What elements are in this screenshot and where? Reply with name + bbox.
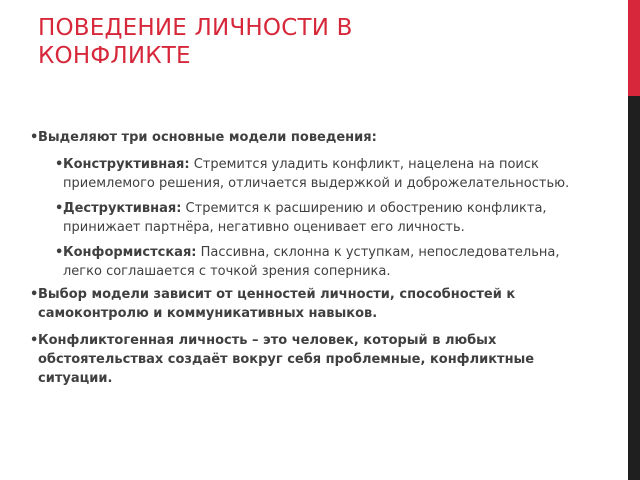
bullet-item — [30, 331, 600, 388]
slide-title — [38, 14, 598, 70]
sub-bullet-item — [30, 199, 600, 237]
bullet-item — [30, 285, 600, 323]
bullet-dot-icon: • — [30, 130, 39, 145]
sub-bullet-term: Конструктивная: — [63, 157, 190, 172]
sub-bullet-text: Стремится уладить конфликт, нацелена на поиск приемлемого решения, отличается выдержкой и доброжелательностью. — [63, 157, 570, 191]
sub-bullet-text: Пассивна, склонна к уступкам, непоследовательна, легко соглашается с точкой зрения соперника. — [63, 245, 560, 279]
bullet-item — [30, 128, 600, 147]
slide-content — [30, 128, 600, 388]
sub-bullet-dot-icon: • — [55, 157, 64, 172]
bullet-dot-icon: • — [30, 333, 39, 348]
bullet-dot-icon: • — [30, 287, 39, 302]
sub-bullet-text: Стремится к расширению и обострению конфликта, принижает партнёра, негативно оценивает его личность. — [63, 201, 547, 235]
sub-bullet-dot-icon: • — [55, 201, 64, 216]
slide-title-line-2: КОНФЛИКТЕ — [38, 43, 191, 69]
sub-bullet-dot-icon: • — [55, 245, 64, 260]
side-decoration-bar — [628, 0, 640, 480]
bullet-text: Выделяют три основные модели поведения: — [38, 130, 377, 145]
sub-bullet-item — [30, 155, 600, 193]
sub-bullet-item — [30, 243, 600, 281]
bullet-text: Выбор модели зависит от ценностей личности, способностей к самоконтролю и коммуникативных навыков. — [38, 287, 516, 321]
bullet-text: Конфликтогенная личность – это человек, который в любых обстоятельствах создаёт вокруг себя проблемные, конфликтные ситуации. — [38, 333, 535, 386]
slide-title-line-1: ПОВЕДЕНИЕ ЛИЧНОСТИ В — [38, 15, 353, 41]
sub-bullet-term: Деструктивная: — [63, 201, 182, 216]
sub-bullet-term: Конформистская: — [63, 245, 197, 260]
side-accent-bar — [628, 0, 640, 96]
